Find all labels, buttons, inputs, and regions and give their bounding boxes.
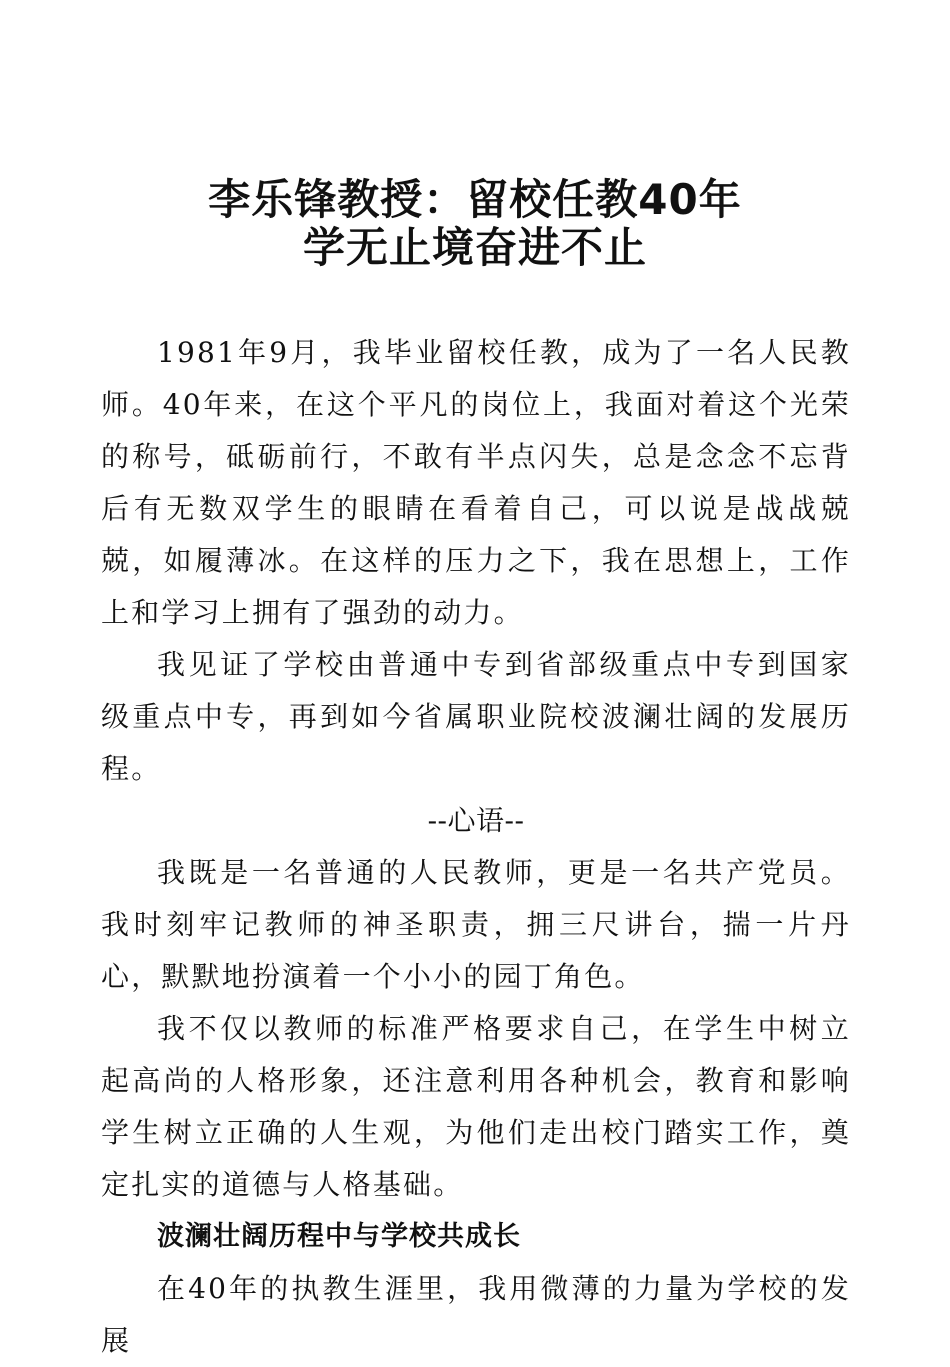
paragraph-5: 在40年的执教生涯里，我用微薄的力量为学校的发展 xyxy=(101,1272,851,1357)
paragraph-2: 我见证了学校由普通中专到省部级重点中专到国家级重点中专，再到如今省属职业院校波澜壮阔的发展历程。 xyxy=(101,648,851,785)
paragraph-3: 我既是一名普通的人民教师，更是一名共产党员。我时刻牢记教师的神圣职责，拥三尺讲台，揣一片丹心，默默地扮演着一个小小的园丁角色。 xyxy=(101,856,851,993)
paragraph-4: 我不仅以教师的标准严格要求自己，在学生中树立起高尚的人格形象，还注意利用各种机会，教育和影响学生树立正确的人生观，为他们走出校门踏实工作，奠定扎实的道德与人格基础。 xyxy=(101,1012,851,1201)
center-note: --心语-- xyxy=(427,804,525,837)
title-line-1: 李乐锋教授：留校任教40年 xyxy=(208,175,742,224)
article-body xyxy=(101,327,851,1367)
section-heading: 波澜壮阔历程中与学校共成长 xyxy=(157,1221,521,1252)
paragraph-1: 1981年9月，我毕业留校任教，成为了一名人民教师。40年来，在这个平凡的岗位上，我面对着这个光荣的称号，砥砺前行，不敢有半点闪失，总是念念不忘背后有无数双学生的眼睛在看着自己，可以说是战战兢兢，如履薄冰。在这样的压力之下，我在思想上，工作上和学习上拥有了强劲的动力。 xyxy=(101,336,851,629)
title-line-2: 学无止境奋进不止 xyxy=(302,223,647,272)
